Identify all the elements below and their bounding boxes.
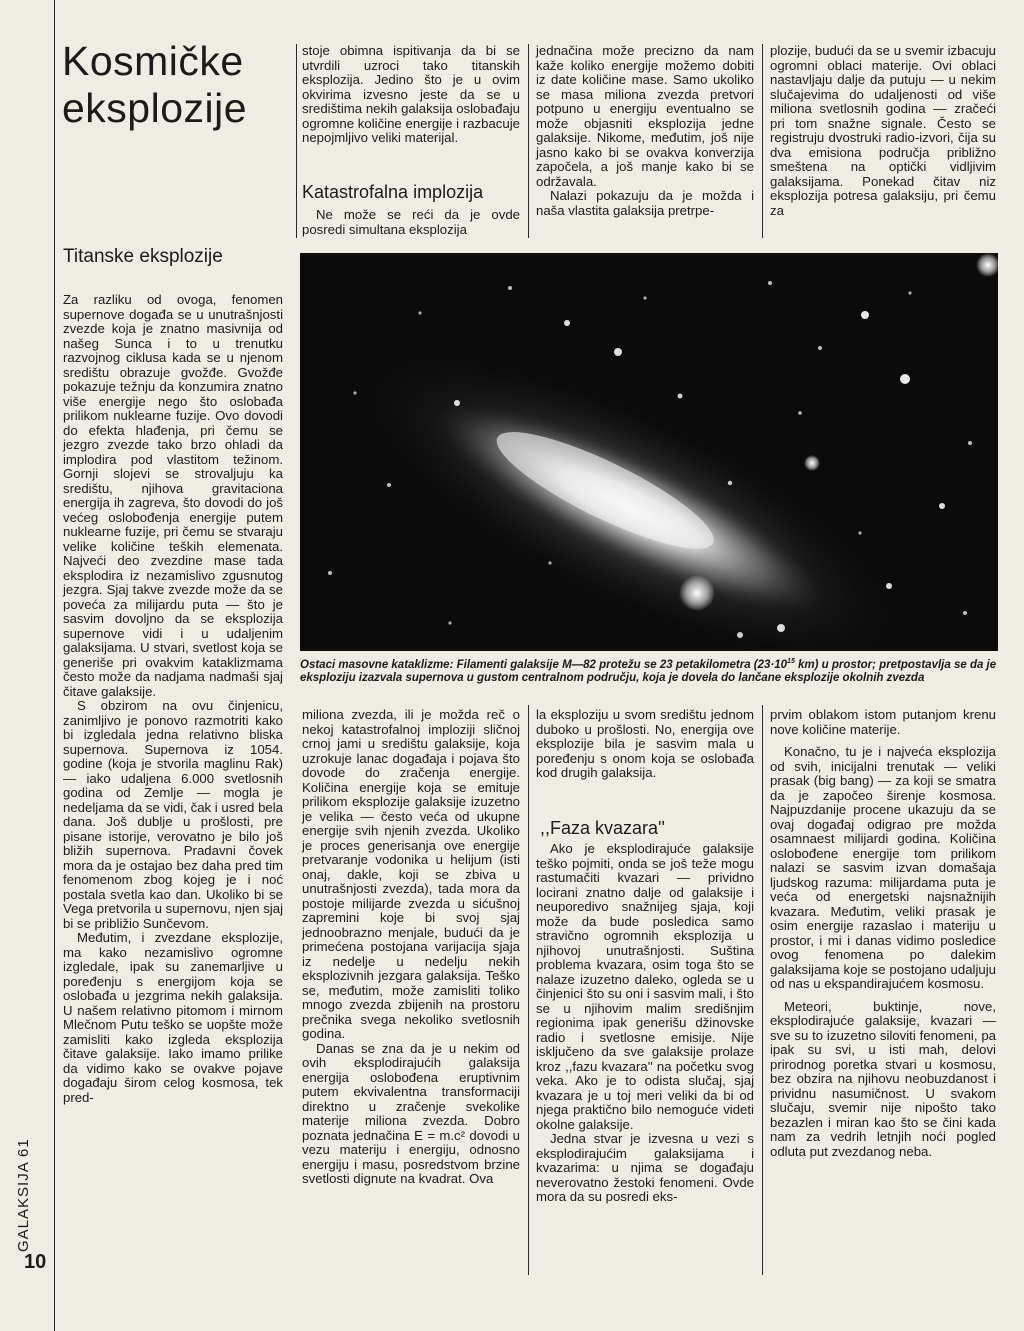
section-heading: ,,Faza kvazara'' [540,818,665,838]
caption-lead: Ostaci masovne kataklizme: Filamenti galaksije M—82 protežu se 23 petakilometra (23·10 [300,658,788,671]
column-3-bottom [536,708,754,781]
caption-exponent: 15 [787,658,795,665]
paragraph: la eksploziju u svom središtu jednom duboko u prošlosti. No, energija ove eksplozije bila je sasvim mala u poređenju s onom koja se oslobađa kod drugih galaksija. [536,707,754,780]
column-rule [528,44,529,238]
page-sidebar [10,1110,54,1280]
section-subhead: Titanske eksplozije [63,246,223,267]
column-2-top [302,44,520,146]
title-line-2: eksplozije [62,85,248,131]
paragraph: miliona zvezda, ili je možda reč o nekoj katastrofalnoj imploziji sličnoj crnoj jami u središtu galaksije, koja uzrokuje lanac događaja i pojava što dovode do zračenja energije. Količina energije koja se emituje prilikom eksplozije galaksije izuzetno je velika — često veća od ukupne energije svih njenih zvezda. Ukoliko je proces generisanja ove energije pretvaranje vodonika u helijum (isti onaj, dakle, koji se zbiva u unutrašnjosti zvezda), tada mora da postoje milijarde zvezda u sićušnoj zapremini koje bi svoj sjaj jednoobrazno menjale, budući da je primećena postojana varijacija sjaja iz nedelje u nedelju nekih eksplozivnih jezgara galaksija. Teško se, međutim, može zamisliti toliko mnogo zvezda zbijenih na prostoru prečnika svega nekoliko svetlosnih godina. [302,707,520,1041]
photo-caption [300,655,1000,686]
column-3-top [536,44,754,218]
column-rule [762,705,763,1275]
column-1 [63,293,283,1105]
paragraph: Meteori, buktinje, nove, eksplodirajuće galaksije, kvazari — sve su to izuzetno siloviti fenomeni, pa ipak su svi, u isti mah, delovi prirodnog poretka stvari u kosmosu, bez obzira na njihovu neobuzdanost i prividnu nasumičnost. U svakom slučaju, svemir nije nipošto tako bezazlen i miran kao što se čini kada nam za vedrih letnjih noći pogled odluta put zvezdanog neba. [770,998,996,1159]
paragraph: Ne može se reći da je ovde posredi simultana eksplozija [302,207,520,237]
paragraph: Za razliku od ovoga, fenomen supernove događa se u unutrašnjosti zvezde koja je znatno masivnija od našeg Sunca i to u trenutku razvojnog ciklusa kada se u njenom središtu obrazuje gvožđe. Gvožđe pokazuje težnju da konzumira znatno više energije nego što oslobađa prilikom nuklearne fuzije. Ovo dovodi do efekta hlađenja, pri čemu se jezgro zvezde tako brzo ohladi da implodira pod vlastitom težinom. Gornji slojevi se strovaljuju ka središtu, njihova gravitaciona energija ih zagreva, što dovodi do još većeg oslobođenja energije putem nuklearne fuzije, pri čemu se stvaraju velike količine teških elemenata. Najveći deo zvezdine mase tada eksplodira iz nezamislivo zgusnutog jezgra. Sjaj takve zvezde može da se poveća za milijardu puta — što je sasvim dovoljno da se eksplozija supernove vidi i u udaljenim galaksijama. U stvari, svetlost koja se generiše pri ovakvim kataklizmama često može da nadjama nadmaši sjaj čitave galaksije. [63,292,283,699]
paragraph: Nalazi pokazuju da je možda i naša vlastita galaksija pretrpe- [536,188,754,218]
paragraph: Ako je eksplodirajuće galaksije teško pojmiti, onda se još teže mogu rastumačiti kvazari — prividno locirani znatno dalje od galaksije i neuporedivo snažnijeg sjaja, koji može da bude posledica samo stravično ogromnih eksplozija u njihovoj unutrašnjosti. Suština problema kvazara, osim toga što se nalaze izuzetno daleko, ogleda se u činjenici što su oni i sasvim mali, i što se u njihovim malim središnjim regionima ipak generišu džinovske radio i svetlosne emisije. Nije isključeno da sve galaksije prolaze kroz ,,fazu kvazara'' na početku svog veka. Ako je to odista slučaj, sjaj kvazara je u toj meri veliki da bi od njega praktično bilo nemoguće videti okolne galaksije. [536,841,754,1132]
paragraph: Konačno, tu je i najveća eksplozija od svih, inicijalni trenutak — veliki prasak (big bang) — za koji se smatra da je započeo širenje kosmosa. Najpuzdanije procene ukazuju da se ovaj događaj odigrao pre možda osamnaest milijardi godina. Količina oslobođene energije tom prilikom nalazi se sasvim izvan domašaja ljudskog razuma: milijardama puta je veća od energetski najsnažnijih kvazara. Međutim, veliki prasak je osim energije razaslao i materiju u prostor, i mi i danas vidimo posledice ovog fenomena po dalekim galaksijama koje se postojano udaljuju od nas u ekspandirajućem kosmosu. [770,744,996,991]
column-rule [762,44,763,238]
paragraph: plozije, budući da se u svemir izbacuju ogromni oblaci materije. Ovi oblaci nastavljaju dalje da putuju — u nekim slučajevima do udaljenosti od više miliona svetlosnih godina — zračeći pri tom snažne signale. Često se registruju dvostruki radio-izvori, čija su dva emisiona područja približno smeštena na optički vidljivim galaksijama. Ponekad čitav niz eksplozija potresa galaksiju, pri čemu za [770,43,996,218]
paragraph: Danas se zna da je u nekim od ovih eksplodirajućih galaksija energija oslobođena eruptivnim putem ekvivalentna transformaciji direktno u zračenje svekolike materije miliona zvezda. Dobro poznata jednačina E = m.c² dovodi u vezu materiju i energiju, odnosno energiju i masu, posredstvom brzine svetlosti dignute na kvadrat. Ova [302,1040,520,1186]
running-title: GALAKSIJA 61 [15,1138,32,1252]
column-4-top [770,44,996,218]
column-4-bottom [770,708,996,1159]
galaxy-m82-image [300,253,998,651]
paragraph: stoje obimna ispitivanja da bi se utvrdili uzroci tako titanskih eksplozija. Jedino što je u ovim okvirima izvesno jeste da se u središtima nekih galaksija oslobađaju ogromne količine energije i razbacuje nepojmljivo veliki materijal. [302,43,520,145]
column-rule [528,705,529,1275]
caption-rest: km) u prostor; pretpostavlja se da je eksploziju izazvala supernova u gustom centralnom području, koja je dovela do lančane eksplozije okolnih zvezda [300,658,997,685]
paragraph: S obzirom na ovu činjenicu, zanimljivo je ponovo razmotriti kako bi izgledala jedna relativno bliska supernova. Supernova iz 1054. godine (koja je stvorila maglinu Rak) — iako udaljena 6.000 svetlosnih godina od Zemlje — mogla je nedeljama da se vidi, čak i usred bela dana. Još dublje u prošlosti, pre pisane istorije, verovatno je bilo još bližih supernova. Pradavni čovek mora da je ostajao bez daha pred tim fenomenom zbog kojeg je i noć postala svetla kao dan. Ukoliko bi se Vega pretvorila u supernovu, njen sjaj bi se približio Sunčevom. [63,698,283,931]
column-2-bottom [302,708,520,1187]
paragraph: prvim oblakom istom putanjom krenu nove količine materije. [770,707,996,737]
column-2-top-cont [302,208,520,237]
title-line-1: Kosmičke [62,38,244,84]
article-title [62,38,292,132]
column-3-bottom-cont [536,842,754,1205]
paragraph: Međutim, i zvezdane eksplozije, ma kako nezamislivo ogromne izgledale, ipak su zanemarljive u poređenju s energijom koja se oslobađa u jezgrima nekih galaksija. U našem relativno pitomom i mirnom Mlečnom Putu teško se uopšte može zamisliti kako izgleda eksplozija čitave galaksije. Iako imamo prilike da vidimo kako se ovakve pojave događaju širom celog kosmosa, tek pred- [63,930,283,1105]
column-rule [296,44,297,238]
page-number: 10 [24,1251,47,1273]
margin-rule [54,0,55,1331]
section-heading: Katastrofalna implozija [302,182,484,202]
galaxy-photo [300,253,998,651]
paragraph: Jedna stvar je izvesna u vezi s eksplodirajućim galaksijama i kvazarima: u njima se događaju neverovatno žestoki fenomeni. Ovde mora da su posredi eks- [536,1131,754,1204]
paragraph: jednačina može precizno da nam kaže koliko energije možemo dobiti iz date količine mase. Samo ukoliko se masa miliona zvezda pretvori potpuno u energiju eventualno se može objasniti eksplozija jedne galaksije. Nikome, međutim, još nije jasno kako bi se ovakva konverzija započela, a još manje kako bi se održavala. [536,43,754,189]
